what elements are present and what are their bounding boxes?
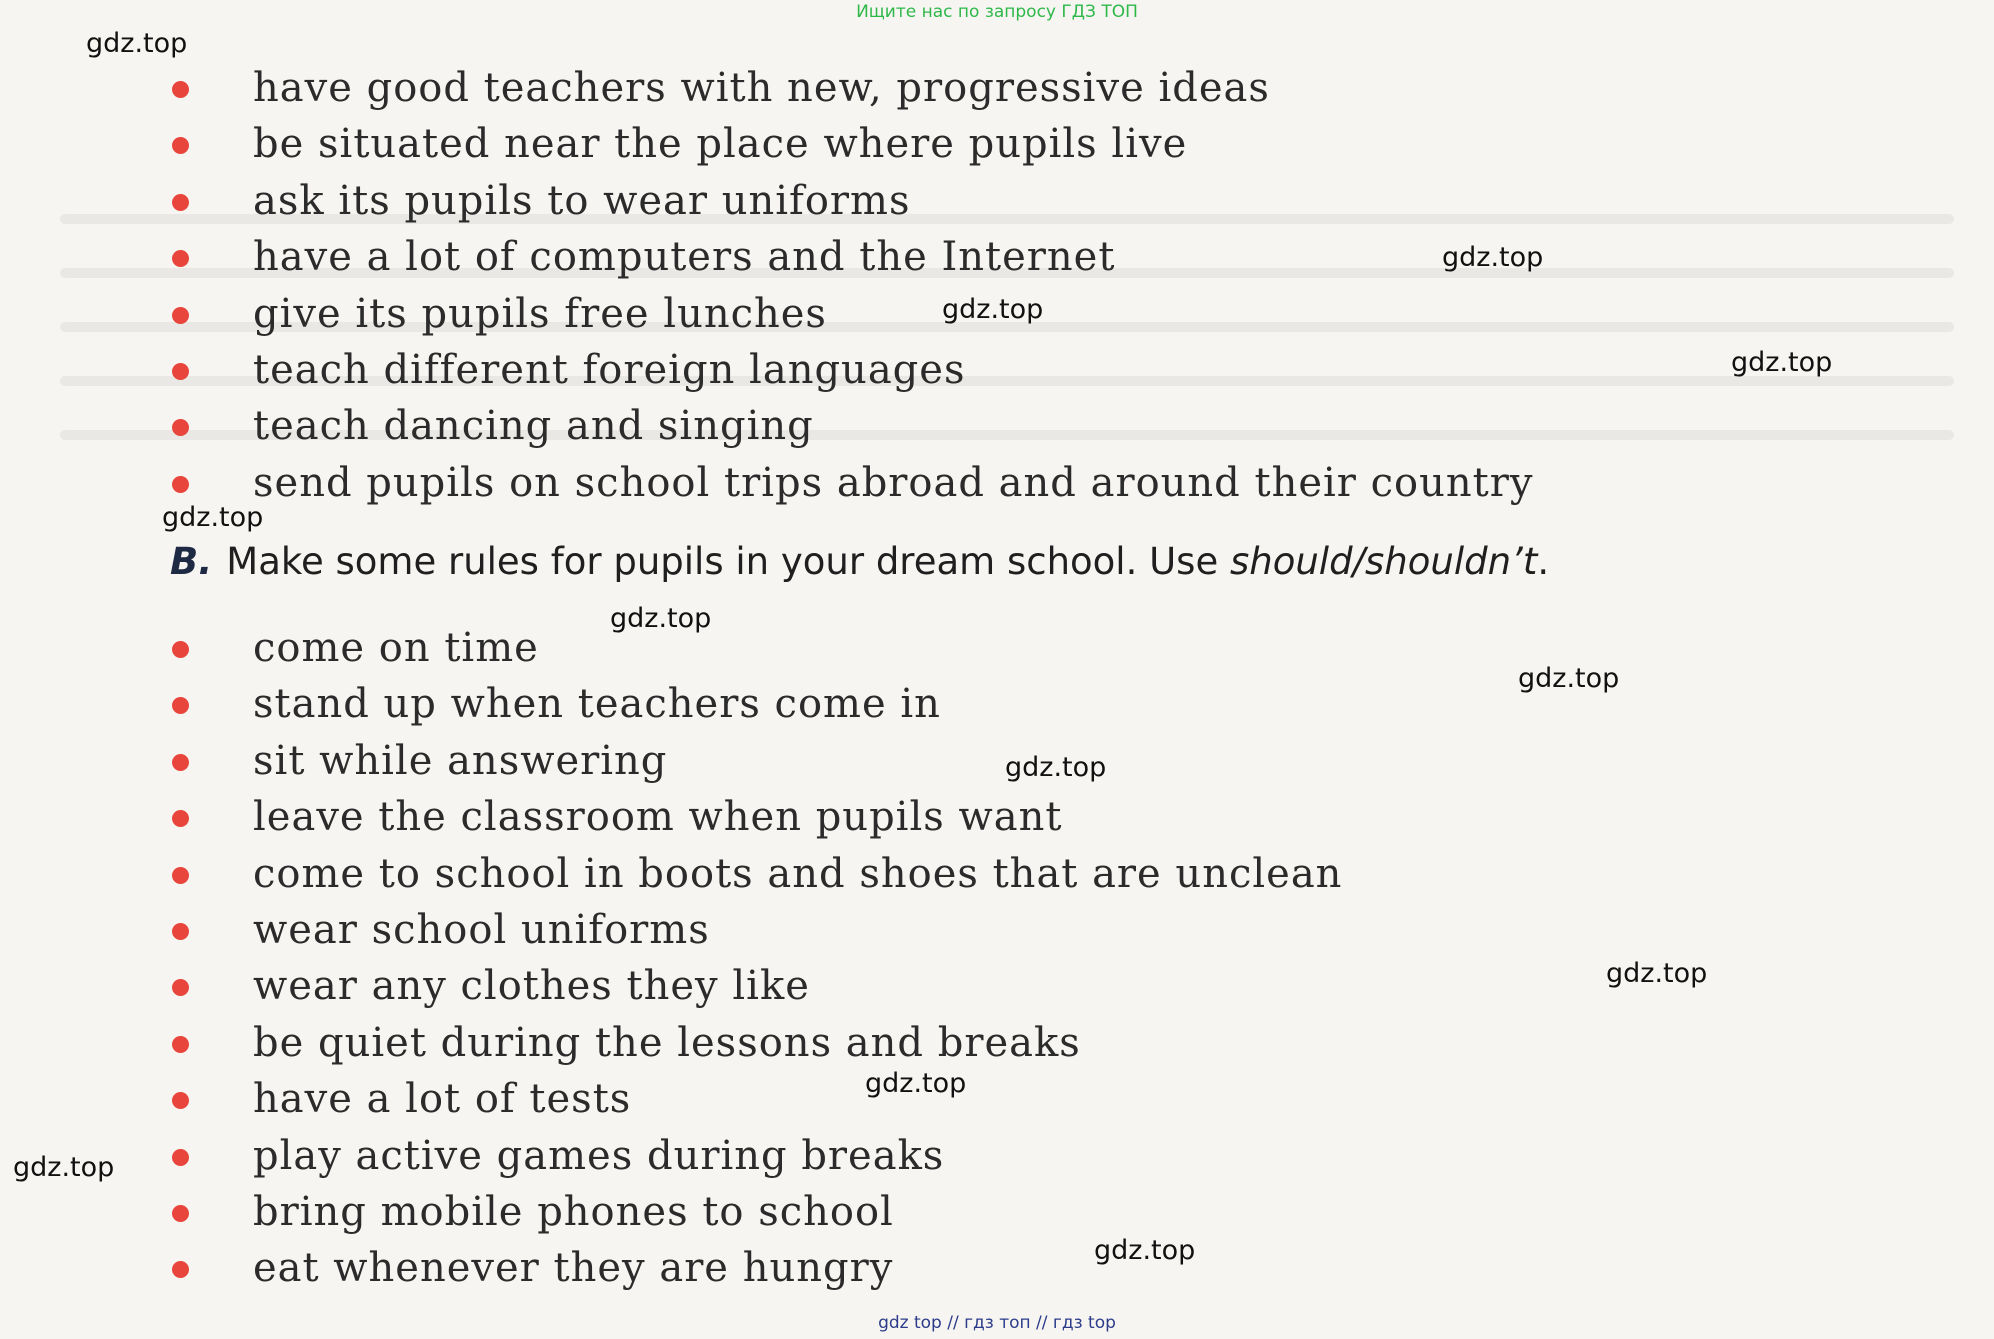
- instruction-modals: should/shouldn’t: [1229, 540, 1538, 583]
- watermark: gdz.top: [1442, 242, 1544, 273]
- watermark: gdz.top: [1606, 958, 1708, 989]
- list-item-text: send pupils on school trips abroad and around their country: [253, 459, 1534, 506]
- bullet-icon: [172, 697, 189, 714]
- bullet-icon: [172, 194, 189, 211]
- list-item-text: come to school in boots and shoes that are unclean: [253, 850, 1343, 897]
- bullet-icon: [172, 867, 189, 884]
- bottom-footer: gdz top // гдз топ // гдз top: [878, 1313, 1116, 1333]
- bullet-icon: [172, 363, 189, 380]
- list-item-text: leave the classroom when pupils want: [253, 794, 1063, 841]
- list-item-text: stand up when teachers come in: [253, 681, 941, 728]
- bullet-icon: [172, 810, 189, 827]
- list-item-text: have a lot of computers and the Internet: [253, 234, 1116, 281]
- list-item-text: wear any clothes they like: [253, 963, 810, 1010]
- section-letter: B.: [170, 540, 213, 583]
- watermark: gdz.top: [1005, 752, 1107, 783]
- list-item-text: bring mobile phones to school: [253, 1188, 894, 1235]
- list-item-text: have a lot of tests: [253, 1076, 632, 1123]
- bullet-icon: [172, 923, 189, 940]
- list-item-text: teach dancing and singing: [253, 403, 814, 450]
- list-item-text: come on time: [253, 625, 539, 671]
- watermark: gdz.top: [610, 603, 712, 634]
- list-item-text: have good teachers with new, progressive ideas: [253, 65, 1270, 111]
- bullet-icon: [172, 754, 189, 771]
- bullet-icon: [172, 307, 189, 324]
- watermark: gdz.top: [1094, 1235, 1196, 1266]
- list-item-text: wear school uniforms: [253, 906, 710, 953]
- bullet-icon: [172, 1036, 189, 1053]
- bullet-icon: [172, 979, 189, 996]
- watermark: gdz.top: [86, 28, 188, 59]
- list-item-text: be quiet during the lessons and breaks: [253, 1019, 1081, 1066]
- bullet-icon: [172, 137, 189, 154]
- watermark: gdz.top: [865, 1068, 967, 1099]
- bullet-icon: [172, 1205, 189, 1222]
- section-b-instruction: [170, 540, 1549, 583]
- watermark: gdz.top: [1731, 347, 1833, 378]
- bullet-icon: [172, 1261, 189, 1278]
- watermark: gdz.top: [942, 294, 1044, 325]
- list-item-text: sit while answering: [253, 737, 668, 784]
- bullet-icon: [172, 1092, 189, 1109]
- watermark: gdz.top: [1518, 663, 1620, 694]
- bullet-icon: [172, 1149, 189, 1166]
- list-item-text: be situated near the place where pupils live: [253, 121, 1188, 168]
- watermark: gdz.top: [162, 502, 264, 533]
- list-item-text: give its pupils free lunches: [253, 290, 827, 337]
- instruction-end: .: [1537, 540, 1550, 583]
- bullet-icon: [172, 419, 189, 436]
- watermark: gdz.top: [13, 1152, 115, 1183]
- instruction-text: Make some rules for pupils in your dream school. Use: [226, 540, 1230, 583]
- list-item-text: eat whenever they are hungry: [253, 1245, 894, 1292]
- bullet-icon: [172, 250, 189, 267]
- bullet-icon: [172, 81, 189, 98]
- list-item-text: play active games during breaks: [253, 1132, 945, 1179]
- list-item-text: teach different foreign languages: [253, 346, 966, 393]
- bullet-icon: [172, 476, 189, 493]
- list-item-text: ask its pupils to wear uniforms: [253, 177, 911, 224]
- bullet-icon: [172, 641, 189, 658]
- top-banner: Ищите нас по запросу ГДЗ ТОП: [856, 2, 1138, 22]
